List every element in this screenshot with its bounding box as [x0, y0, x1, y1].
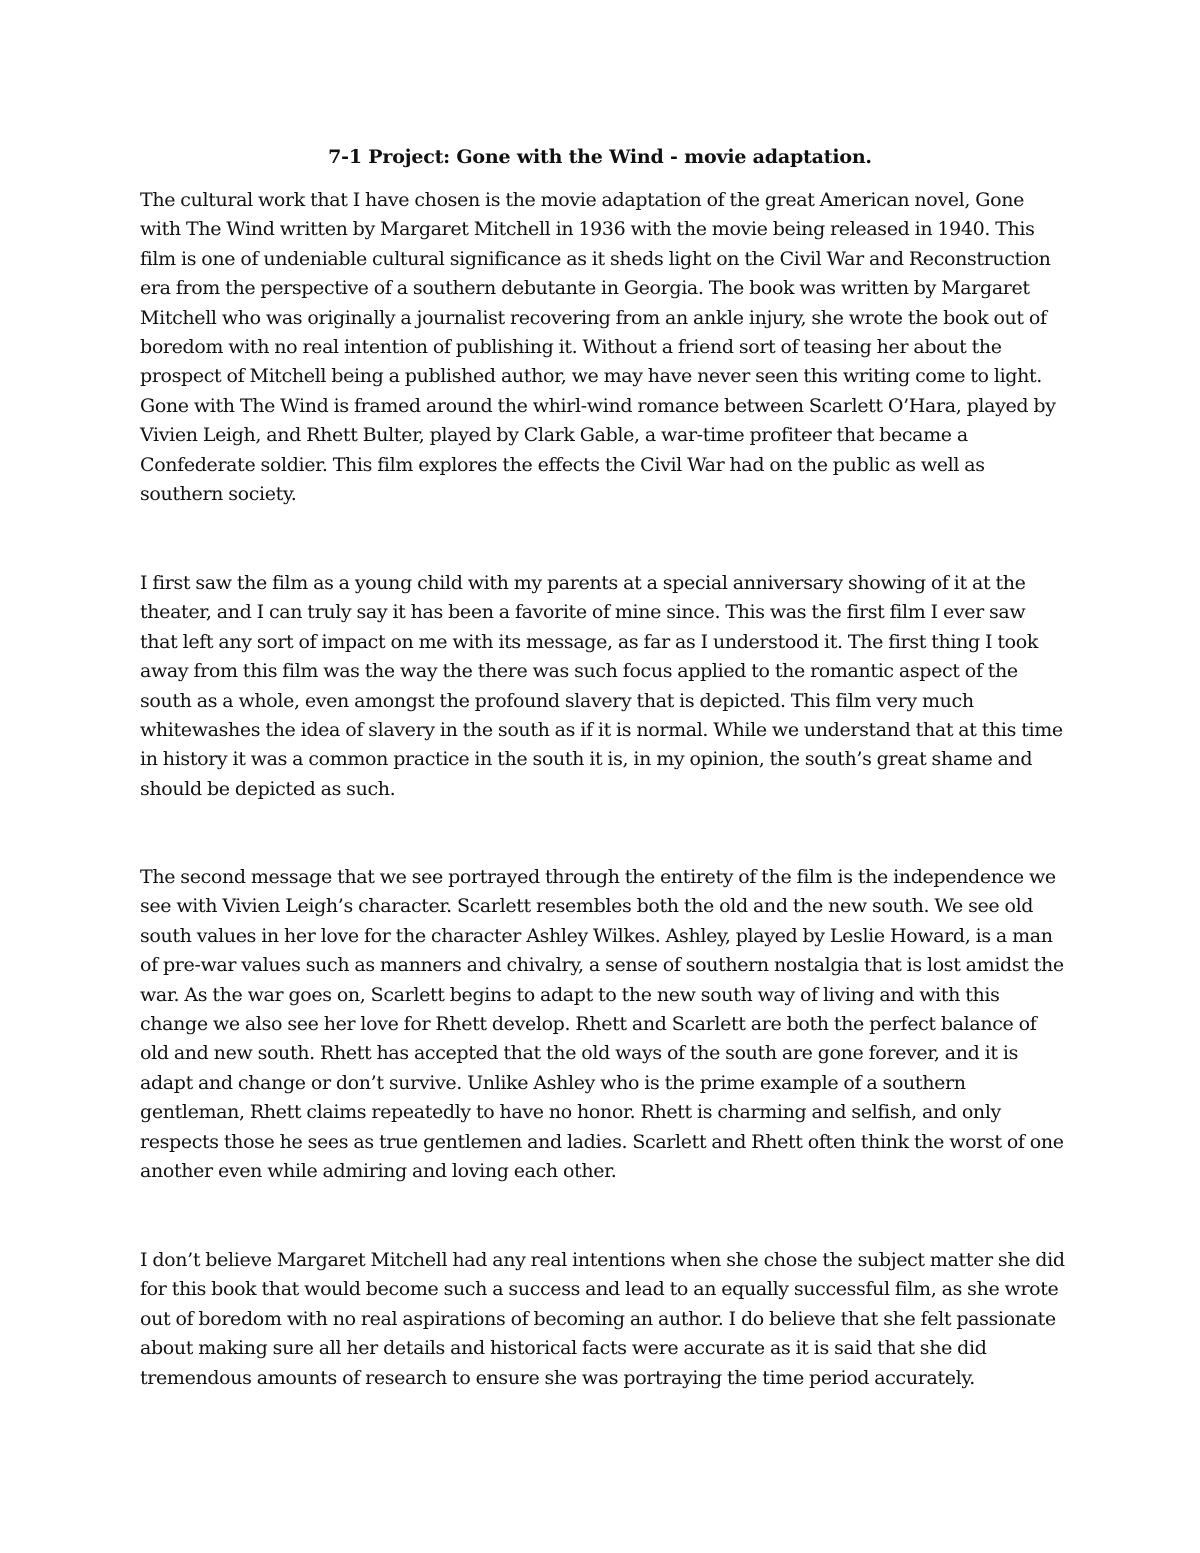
paragraph-1: The cultural work that I have chosen is the movie adaptation of the great American novel, Gone with The Wind written by Margaret Mitchell in 1936 with the movie being released in 1940. This film is one of undeniable cultural significance as it sheds light on the Civil War and Reconstruction era from the perspective of a southern debutante in Georgia. The book was written by Margaret Mitchell who was originally a journalist recovering from an ankle injury, she wrote the book out of boredom with no real intention of publishing it. Without a friend sort of teasing her about the prospect of Mitchell being a published author, we may have never seen this writing come to light. Gone with The Wind is framed around the whirl-wind romance between Scarlett O’Hara, played by Vivien Leigh, and Rhett Bulter, played by Clark Gable, a war-time profiteer that became a Confederate soldier. This film explores the effects the Civil War had on the public as well as southern society. [140, 189, 1056, 506]
paragraph-3: The second message that we see portrayed through the entirety of the film is the independence we see with Vivien Leigh’s character. Scarlett resembles both the old and the new south. We see old south values in her love for the character Ashley Wilkes. Ashley, played by Leslie Howard, is a man of pre-war values such as manners and chivalry, a sense of southern nostalgia that is lost amidst the war. As the war goes on, Scarlett begins to adapt to the new south way of living and with this change we also see her love for Rhett develop. Rhett and Scarlett are both the perfect balance of old and new south. Rhett has accepted that the old ways of the south are gone forever, and it is adapt and change or don’t survive. Unlike Ashley who is the prime example of a southern gentleman, Rhett claims repeatedly to have no honor. Rhett is charming and selfish, and only respects those he sees as true gentlemen and ladies. Scarlett and Rhett often think the worst of one another even while admiring and loving each other. [140, 866, 1064, 1183]
page-title: 7-1 Project: Gone with the Wind - movie adaptation. [328, 146, 872, 168]
paragraph-4: I don’t believe Margaret Mitchell had any real intentions when she chose the subject matter she did for this book that would become such a success and lead to an equally successful film, as she wrote out of boredom with no real aspirations of becoming an author. I do believe that she felt passionate about making sure all her details and historical facts were accurate as it is said that she did tremendous amounts of research to ensure she was portraying the time period accurately. [140, 1249, 1065, 1389]
paragraph-2: I first saw the film as a young child with my parents at a special anniversary showing of it at the theater, and I can truly say it has been a favorite of mine since. This was the first film I ever saw that left any sort of impact on me with its message, as far as I understood it. The first thing I took away from this film was the way the there was such focus applied to the romantic aspect of the south as a whole, even amongst the profound slavery that is depicted. This film very much whitewashes the idea of slavery in the south as if it is normal. While we understand that at this time in history it was a common practice in the south it is, in my opinion, the south’s great shame and should be depicted as such. [140, 572, 1063, 800]
